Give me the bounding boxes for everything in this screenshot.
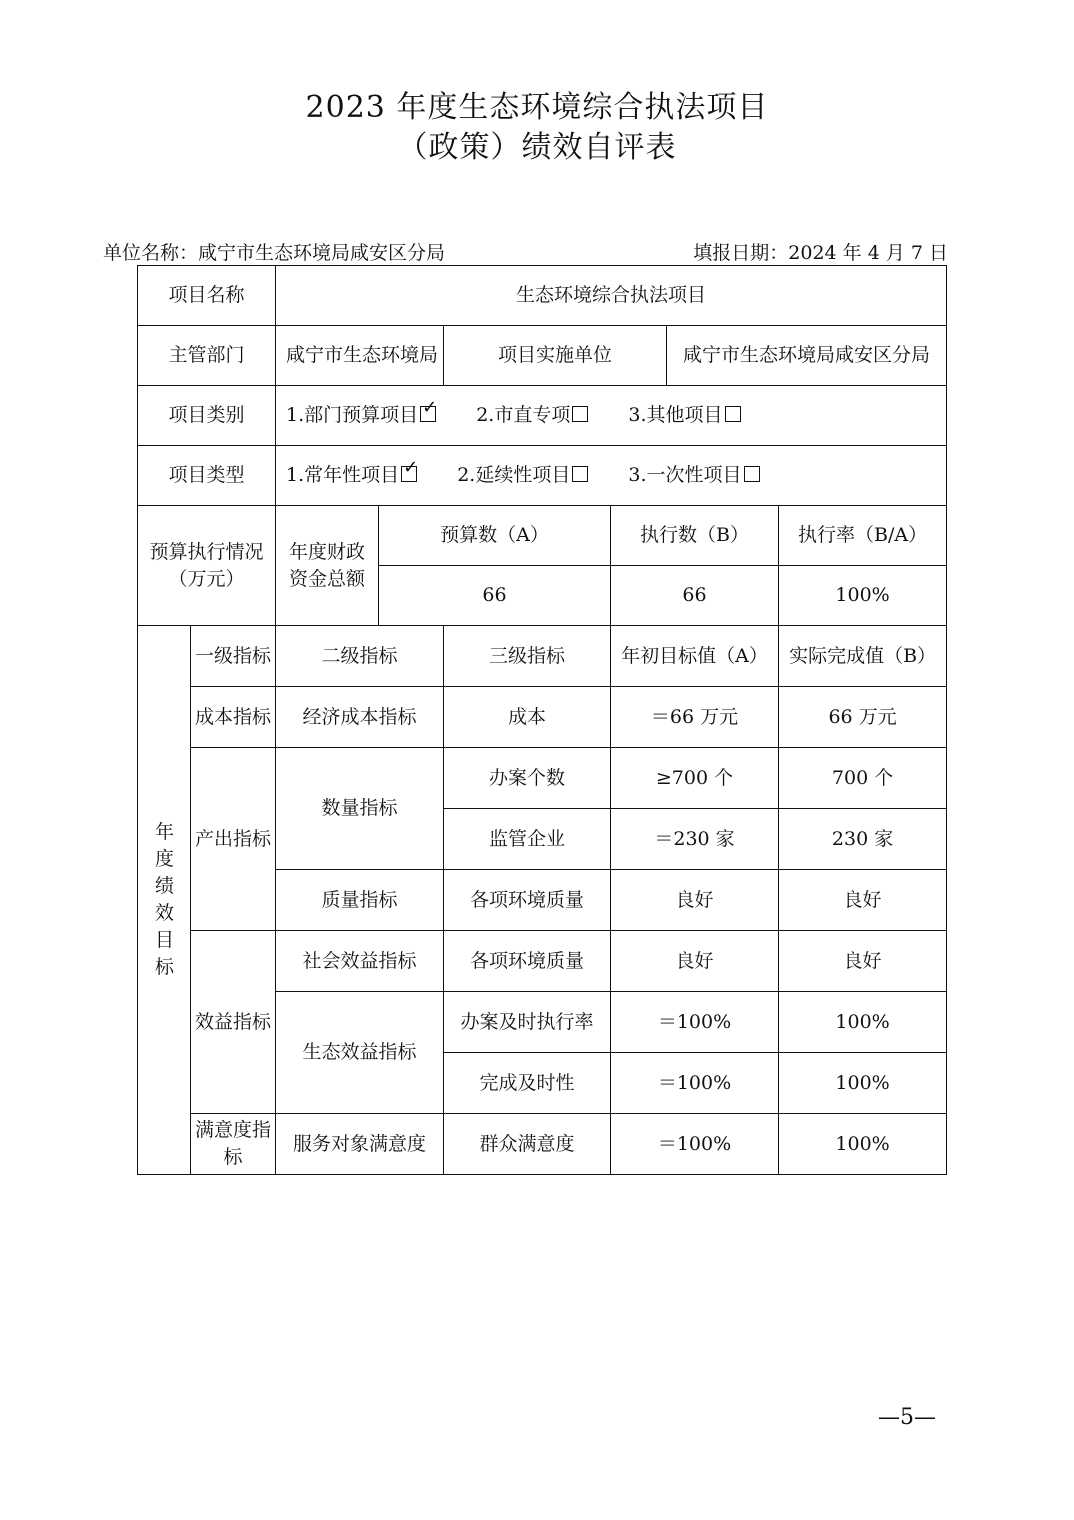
type-option-annual: 1.常年性项目✓ <box>286 462 417 489</box>
checked-box-icon <box>420 406 436 422</box>
category-options <box>276 386 947 446</box>
cost-level2: 经济成本指标 <box>276 687 444 748</box>
project-name-row <box>138 266 947 326</box>
budget-value-a: 66 <box>379 566 611 626</box>
s1-actual: 良好 <box>779 931 947 992</box>
budget-col-rate: 执行率（B/A） <box>779 506 947 566</box>
project-name-value: 生态环境综合执法项目 <box>276 266 947 326</box>
impl-unit-value: 咸宁市生态环境局咸安区分局 <box>667 326 947 386</box>
empty-box-icon <box>725 406 741 422</box>
e2-actual: 100% <box>779 1053 947 1114</box>
document-title-line2: （政策）绩效自评表 <box>397 130 677 165</box>
satisfaction-level1: 满意度指标 <box>191 1114 276 1175</box>
s1-level3: 各项环境质量 <box>444 931 611 992</box>
q2-level3: 监管企业 <box>444 809 611 870</box>
header-actual: 实际完成值（B） <box>779 626 947 687</box>
quantity-level2: 数量指标 <box>276 748 444 870</box>
empty-box-icon <box>572 406 588 422</box>
s1-target: 良好 <box>611 931 779 992</box>
social-level2: 社会效益指标 <box>276 931 444 992</box>
budget-value-rate: 100% <box>779 566 947 626</box>
fill-date: 填报日期：2024 年 4 月 7 日 <box>693 242 948 264</box>
cost-level3: 成本 <box>444 687 611 748</box>
budget-label: 预算执行情况（万元） <box>138 506 276 626</box>
type-option-continuing: 2.延续性项目 <box>457 462 588 489</box>
satisfaction-level2: 服务对象满意度 <box>276 1114 444 1175</box>
type-option-one-time: 3.一次性项目 <box>628 462 759 489</box>
indicator-header-row <box>138 626 947 687</box>
budget-header-row <box>138 506 947 566</box>
type-label: 项目类型 <box>138 446 276 506</box>
satisfaction-level3: 群众满意度 <box>444 1114 611 1175</box>
document-title-line1: 2023 年度生态环境综合执法项目 <box>305 90 769 125</box>
budget-sub-label: 年度财政资金总额 <box>276 506 379 626</box>
table-row <box>138 931 947 992</box>
table-row <box>138 687 947 748</box>
header-level1: 一级指标 <box>191 626 276 687</box>
self-evaluation-table <box>137 265 947 1175</box>
cost-actual: 66 万元 <box>779 687 947 748</box>
header-level3: 三级指标 <box>444 626 611 687</box>
budget-value-b: 66 <box>611 566 779 626</box>
table-row <box>138 1114 947 1175</box>
dept-value: 咸宁市生态环境局 <box>276 326 444 386</box>
category-label: 项目类别 <box>138 386 276 446</box>
q2-target: ＝230 家 <box>611 809 779 870</box>
department-row <box>138 326 947 386</box>
category-option-other: 3.其他项目 <box>628 402 740 429</box>
satisfaction-actual: 100% <box>779 1114 947 1175</box>
q3-level3: 各项环境质量 <box>444 870 611 931</box>
header-level2: 二级指标 <box>276 626 444 687</box>
eco-level2: 生态效益指标 <box>276 992 444 1114</box>
benefit-level1: 效益指标 <box>191 931 276 1114</box>
q3-target: 良好 <box>611 870 779 931</box>
output-level1: 产出指标 <box>191 748 276 931</box>
q2-actual: 230 家 <box>779 809 947 870</box>
q1-level3: 办案个数 <box>444 748 611 809</box>
q1-target: ≥700 个 <box>611 748 779 809</box>
impl-unit-label: 项目实施单位 <box>444 326 667 386</box>
quality-level2: 质量指标 <box>276 870 444 931</box>
type-options <box>276 446 947 506</box>
satisfaction-target: ＝100% <box>611 1114 779 1175</box>
budget-col-b: 执行数（B） <box>611 506 779 566</box>
table-row <box>138 748 947 809</box>
e1-actual: 100% <box>779 992 947 1053</box>
category-row <box>138 386 947 446</box>
page-number: —5— <box>878 1405 936 1430</box>
cost-level1: 成本指标 <box>191 687 276 748</box>
perf-section-label: 年度绩效目标 <box>138 626 191 1175</box>
category-option-dept-budget: 1.部门预算项目✓ <box>286 402 436 429</box>
q3-actual: 良好 <box>779 870 947 931</box>
unit-name: 单位名称：咸宁市生态环境局咸安区分局 <box>103 242 446 264</box>
e2-level3: 完成及时性 <box>444 1053 611 1114</box>
type-row <box>138 446 947 506</box>
budget-col-a: 预算数（A） <box>379 506 611 566</box>
project-name-label: 项目名称 <box>138 266 276 326</box>
checked-box-icon <box>401 466 417 482</box>
e2-target: ＝100% <box>611 1053 779 1114</box>
cost-target: ＝66 万元 <box>611 687 779 748</box>
dept-label: 主管部门 <box>138 326 276 386</box>
category-option-city-special: 2.市直专项 <box>476 402 588 429</box>
empty-box-icon <box>572 466 588 482</box>
e1-level3: 办案及时执行率 <box>444 992 611 1053</box>
e1-target: ＝100% <box>611 992 779 1053</box>
header-target: 年初目标值（A） <box>611 626 779 687</box>
q1-actual: 700 个 <box>779 748 947 809</box>
empty-box-icon <box>744 466 760 482</box>
